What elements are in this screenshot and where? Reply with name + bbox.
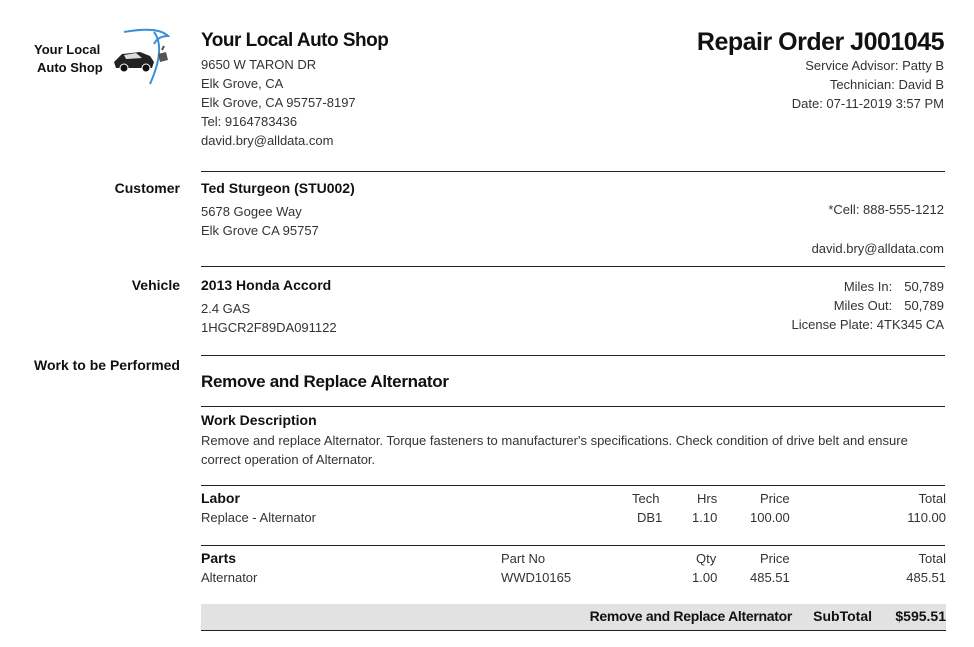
labor-header-name: Labor [201,490,240,506]
vehicle-details [201,299,337,337]
divider [201,171,945,172]
vehicle-engine: 2.4 GAS [201,301,251,316]
divider [201,485,945,486]
parts-table [201,549,946,587]
parts-header-part-no: Part No [501,551,546,566]
shop-phone: Tel: 9164783436 [201,114,298,129]
subtotal-label: SubTotal [813,608,872,624]
part-item-name: Alternator [201,570,258,585]
parts-header-name: Parts [201,550,237,566]
customer-email: david.bry@alldata.com [811,241,944,256]
labor-item-hrs: 1.10 [692,510,718,525]
table-row [201,508,946,527]
order-date: Date: 07-11-2019 3:57 PM [791,96,944,111]
shop-name: Your Local Auto Shop [201,30,389,51]
miles-out-label: Miles Out: [833,298,893,313]
part-item-total: 485.51 [906,570,946,585]
labor-item-name: Replace - Alternator [201,510,316,525]
vehicle-name: 2013 Honda Accord [201,277,332,293]
customer-cell: *Cell: 888-555-1212 [828,202,944,217]
divider [201,545,945,546]
divider [201,406,945,407]
parts-header-row [201,549,946,568]
part-item-qty: 1.00 [692,570,718,585]
customer-street: 5678 Gogee Way [201,204,302,219]
service-advisor: Service Advisor: Patty B [805,58,944,73]
vehicle-vin: 1HGCR2F89DA091122 [201,320,337,335]
technician: Technician: David B [829,77,944,92]
customer-label: Customer [114,180,180,196]
miles-in-value: 50,789 [904,279,944,294]
shop-address-block [201,55,356,150]
vehicle-mileage [744,277,944,334]
labor-item-price: 100.00 [750,510,790,525]
car-logo-icon [114,28,178,88]
logo-text-line2: Auto Shop [37,60,103,75]
shop-email: david.bry@alldata.com [201,133,334,148]
work-label: Work to be Performed [34,357,180,373]
shop-address-line: 9650 W TARON DR [201,57,317,72]
labor-table [201,489,946,527]
shop-logo [30,24,180,94]
parts-header-price: Price [760,551,790,566]
parts-header-total: Total [918,551,946,566]
shop-address-line: Elk Grove, CA 95757-8197 [201,95,356,110]
license-plate: License Plate: 4TK345 CA [791,317,944,332]
customer-name: Ted Sturgeon (STU002) [201,180,355,196]
labor-header-price: Price [760,491,790,506]
part-item-price: 485.51 [750,570,790,585]
job-title: Remove and Replace Alternator [201,372,449,391]
customer-city: Elk Grove CA 95757 [201,223,319,238]
repair-order-title: Repair Order J001045 [696,28,944,56]
work-description: Remove and replace Alternator. Torque fasteners to manufacturer's specifications. Check condition of drive belt and ensure correct operation of Alternator. [201,433,908,467]
shop-address-line: Elk Grove, CA [201,76,284,91]
labor-header-row [201,489,946,508]
parts-header-qty: Qty [696,551,717,566]
customer-address [201,202,319,240]
labor-header-total: Total [918,491,946,506]
work-description-heading: Work Description [201,412,317,428]
labor-header-hrs: Hrs [697,491,718,506]
subtotal-job-name: Remove and Replace Alternator [589,608,792,624]
logo-text-line1: Your Local [34,42,101,57]
labor-item-total: 110.00 [907,510,946,525]
subtotal-amount: $595.51 [895,608,946,624]
vehicle-label: Vehicle [131,277,180,293]
divider [201,355,945,356]
labor-item-tech: DB1 [637,510,663,525]
subtotal-bar [201,604,946,631]
miles-in-label: Miles In: [843,279,893,294]
divider [201,266,945,267]
labor-header-tech: Tech [632,491,660,506]
table-row [201,568,946,587]
miles-out-value: 50,789 [904,298,944,313]
part-item-number: WWD10165 [501,570,572,585]
repair-order-meta [792,56,944,113]
